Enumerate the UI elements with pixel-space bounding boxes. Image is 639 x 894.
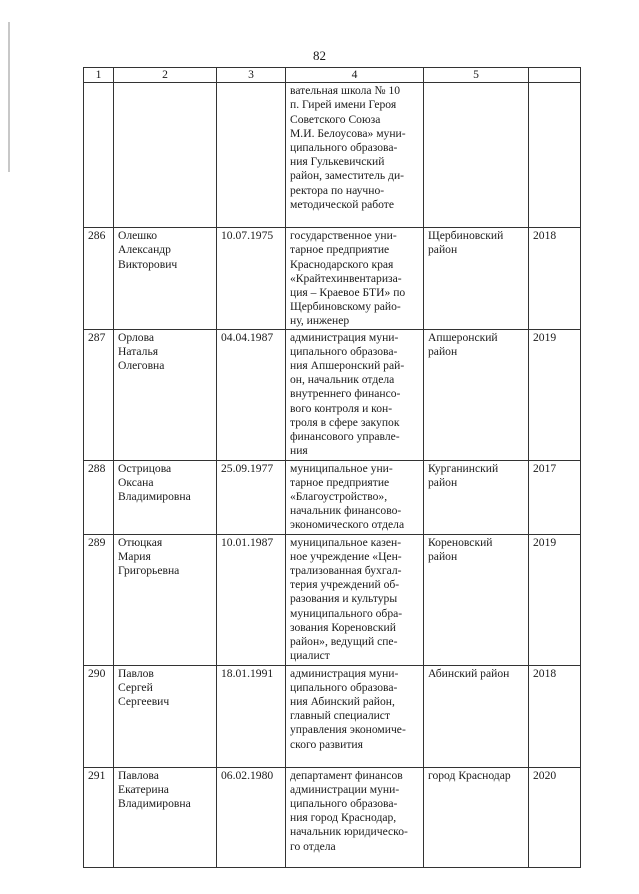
table-header-row (84, 68, 581, 83)
year: 2019 (529, 329, 581, 460)
birth-date (217, 83, 286, 228)
position-text: департамент финансов администрации муни- ципального образова- ния город Краснодар, начальник юридическо- го отдела (286, 767, 424, 867)
person-name: Орлова Наталья Олеговна (114, 329, 217, 460)
year: 2019 (529, 534, 581, 665)
position-text: государственное уни- тарное предприятие Краснодарского края «Крайтехинвентариза- ция – Краевое БТИ» по Щербиновскому райо- ну, инженер (286, 228, 424, 329)
column-header: 1 (84, 68, 114, 83)
district: Абинский район (424, 665, 529, 767)
person-name: Отюцкая Мария Григорьевна (114, 534, 217, 665)
column-header: 2 (114, 68, 217, 83)
person-name (114, 83, 217, 228)
row-number: 288 (84, 460, 114, 534)
column-header: 5 (424, 68, 529, 83)
birth-date: 10.07.1975 (217, 228, 286, 329)
table-row (84, 534, 581, 665)
district: город Краснодар (424, 767, 529, 867)
year: 2020 (529, 767, 581, 867)
district: Курганинский район (424, 460, 529, 534)
row-number: 286 (84, 228, 114, 329)
year: 2018 (529, 665, 581, 767)
person-name: Павлов Сергей Сергеевич (114, 665, 217, 767)
column-header: 4 (286, 68, 424, 83)
table-row (84, 460, 581, 534)
page-number: 82 (313, 48, 326, 63)
position-text: администрация муни- ципального образова- ния Абинский район, главный специалист управления экономиче- ского развития (286, 665, 424, 767)
year: 2017 (529, 460, 581, 534)
column-header (529, 68, 581, 83)
table-row (84, 665, 581, 767)
birth-date: 25.09.1977 (217, 460, 286, 534)
district (424, 83, 529, 228)
position-text: муниципальное казен- ное учреждение «Цен- трализованная бухгал- терия учреждений об- разования и культуры муниципального обра- зования Кореновский район», ведущий спе- циалист (286, 534, 424, 665)
row-number: 290 (84, 665, 114, 767)
position-text: администрация муни- ципального образова- ния Апшеронский рай- он, начальник отдела внутреннего финансо- вого контроля и кон- троля в сфере закупок финансового управле- ния (286, 329, 424, 460)
person-name: Олешко Александр Викторович (114, 228, 217, 329)
table-row (84, 228, 581, 329)
table-row (84, 83, 581, 228)
row-number: 289 (84, 534, 114, 665)
district: Щербиновский район (424, 228, 529, 329)
birth-date: 10.01.1987 (217, 534, 286, 665)
year (529, 83, 581, 228)
row-number: 287 (84, 329, 114, 460)
registry-table (83, 67, 581, 868)
person-name: Павлова Екатерина Владимировна (114, 767, 217, 867)
column-header: 3 (217, 68, 286, 83)
birth-date: 18.01.1991 (217, 665, 286, 767)
person-name: Острицова Оксана Владимировна (114, 460, 217, 534)
district: Кореновский район (424, 534, 529, 665)
position-text: вательная школа № 10 п. Гирей имени Героя Советского Союза М.И. Белоусова» муни- ципального образова- ния Гулькевичский район, заместитель ди- ректора по научно- методической работе (286, 83, 424, 228)
row-number: 291 (84, 767, 114, 867)
margin-mark (8, 22, 10, 172)
row-number (84, 83, 114, 228)
birth-date: 04.04.1987 (217, 329, 286, 460)
year: 2018 (529, 228, 581, 329)
district: Апшеронский район (424, 329, 529, 460)
position-text: муниципальное уни- тарное предприятие «Благоустройство», начальник финансово- экономического отдела (286, 460, 424, 534)
table-row (84, 767, 581, 867)
birth-date: 06.02.1980 (217, 767, 286, 867)
table-row (84, 329, 581, 460)
